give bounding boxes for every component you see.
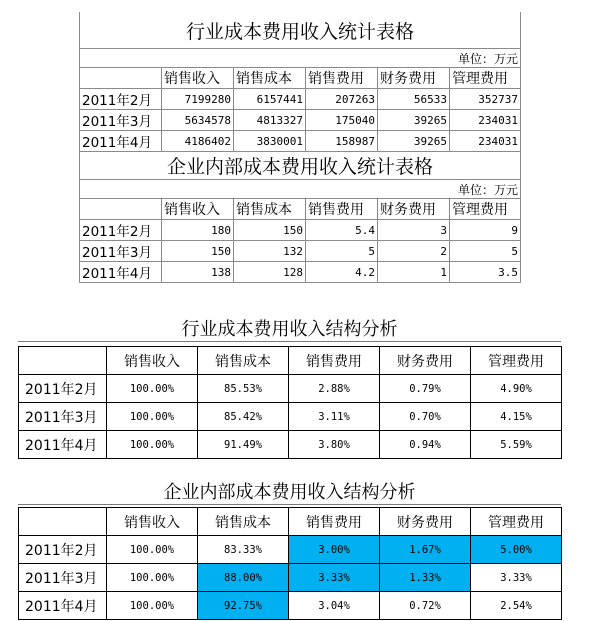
header-cell: 管理费用 (471, 347, 562, 375)
corner-cell (19, 508, 107, 536)
data-cell: 5634578 (162, 110, 234, 131)
data-cell: 352737 (450, 89, 521, 110)
table-row (80, 262, 521, 283)
header-cell: 销售收入 (162, 68, 234, 89)
row-label: 2011年2月 (80, 89, 162, 110)
row-label: 2011年2月 (19, 375, 107, 403)
highlighted-cell: 1.33% (380, 564, 471, 592)
data-cell: 3.80% (289, 431, 380, 459)
table-row (80, 241, 521, 262)
title-underline (18, 341, 561, 342)
data-cell: 100.00% (107, 536, 198, 564)
data-cell: 3 (378, 220, 450, 241)
data-cell: 3.33% (471, 564, 562, 592)
header-cell: 销售成本 (234, 199, 306, 220)
data-cell: 234031 (450, 131, 521, 152)
data-cell: 7199280 (162, 89, 234, 110)
table-row (19, 375, 562, 403)
data-cell: 83.33% (198, 536, 289, 564)
highlighted-cell: 3.00% (289, 536, 380, 564)
industry-stats-title: 行业成本费用收入统计表格 (80, 12, 521, 49)
header-cell: 销售收入 (107, 347, 198, 375)
row-label: 2011年4月 (19, 431, 107, 459)
header-cell: 销售费用 (289, 347, 380, 375)
data-cell: 39265 (378, 131, 450, 152)
header-cell: 财务费用 (378, 199, 450, 220)
highlighted-cell: 92.75% (198, 592, 289, 620)
data-cell: 1 (378, 262, 450, 283)
industry-analysis-title: 行业成本费用收入结构分析 (181, 319, 398, 340)
data-cell: 4186402 (162, 131, 234, 152)
table-row (80, 131, 521, 152)
data-cell: 3.5 (450, 262, 521, 283)
table-header-row (19, 508, 562, 536)
table-row (19, 431, 562, 459)
enterprise-analysis-table (18, 507, 562, 620)
data-cell: 0.79% (380, 375, 471, 403)
data-cell: 91.49% (198, 431, 289, 459)
data-cell: 0.70% (380, 403, 471, 431)
data-cell: 2.54% (471, 592, 562, 620)
data-cell: 3.04% (289, 592, 380, 620)
header-cell: 销售费用 (289, 508, 380, 536)
enterprise-stats-title: 企业内部成本费用收入统计表格 (80, 152, 521, 180)
header-cell: 销售成本 (198, 508, 289, 536)
table-row (19, 403, 562, 431)
industry-analysis-table (18, 346, 562, 459)
corner-cell (80, 68, 162, 89)
header-cell: 销售收入 (107, 508, 198, 536)
header-cell: 财务费用 (380, 347, 471, 375)
highlighted-cell: 3.33% (289, 564, 380, 592)
data-cell: 132 (234, 241, 306, 262)
data-cell: 5 (306, 241, 378, 262)
data-cell: 6157441 (234, 89, 306, 110)
data-cell: 2 (378, 241, 450, 262)
header-cell: 销售费用 (306, 68, 378, 89)
data-cell: 180 (162, 220, 234, 241)
data-cell: 128 (234, 262, 306, 283)
header-cell: 销售成本 (198, 347, 289, 375)
table-row (80, 220, 521, 241)
table-row (19, 564, 562, 592)
row-label: 2011年3月 (19, 564, 107, 592)
header-cell: 管理费用 (450, 68, 521, 89)
corner-cell (19, 347, 107, 375)
data-cell: 4813327 (234, 110, 306, 131)
highlighted-cell: 88.00% (198, 564, 289, 592)
highlighted-cell: 5.00% (471, 536, 562, 564)
header-cell: 管理费用 (471, 508, 562, 536)
header-cell: 管理费用 (450, 199, 521, 220)
corner-cell (80, 199, 162, 220)
row-label: 2011年3月 (80, 241, 162, 262)
header-cell: 财务费用 (380, 508, 471, 536)
data-cell: 0.72% (380, 592, 471, 620)
row-label: 2011年4月 (80, 262, 162, 283)
header-cell: 销售成本 (234, 68, 306, 89)
data-cell: 9 (450, 220, 521, 241)
enterprise-analysis-title: 企业内部成本费用收入结构分析 (163, 482, 416, 503)
data-cell: 56533 (378, 89, 450, 110)
table-row (19, 536, 562, 564)
data-cell: 4.15% (471, 403, 562, 431)
data-cell: 100.00% (107, 403, 198, 431)
data-cell: 5 (450, 241, 521, 262)
industry-unit-label: 单位：万元 (80, 49, 521, 68)
data-cell: 175040 (306, 110, 378, 131)
table-row (80, 110, 521, 131)
table-header-row (19, 347, 562, 375)
data-cell: 100.00% (107, 592, 198, 620)
data-cell: 100.00% (107, 375, 198, 403)
data-cell: 158987 (306, 131, 378, 152)
data-cell: 234031 (450, 110, 521, 131)
row-label: 2011年4月 (19, 592, 107, 620)
header-cell: 销售收入 (162, 199, 234, 220)
data-cell: 100.00% (107, 564, 198, 592)
data-cell: 150 (162, 241, 234, 262)
data-cell: 207263 (306, 89, 378, 110)
data-cell: 85.42% (198, 403, 289, 431)
data-cell: 4.90% (471, 375, 562, 403)
row-label: 2011年3月 (19, 403, 107, 431)
data-cell: 150 (234, 220, 306, 241)
row-label: 2011年2月 (80, 220, 162, 241)
data-cell: 85.53% (198, 375, 289, 403)
data-cell: 3.11% (289, 403, 380, 431)
data-cell: 39265 (378, 110, 450, 131)
industry-stats-table (79, 12, 521, 283)
table-header-row (80, 199, 521, 220)
data-cell: 3830001 (234, 131, 306, 152)
data-cell: 4.2 (306, 262, 378, 283)
table-row (80, 89, 521, 110)
row-label: 2011年3月 (80, 110, 162, 131)
data-cell: 5.59% (471, 431, 562, 459)
title-underline (18, 504, 561, 505)
highlighted-cell: 1.67% (380, 536, 471, 564)
data-cell: 0.94% (380, 431, 471, 459)
table-header-row (80, 68, 521, 89)
data-cell: 2.88% (289, 375, 380, 403)
enterprise-unit-label: 单位：万元 (80, 180, 521, 199)
row-label: 2011年2月 (19, 536, 107, 564)
header-cell: 销售费用 (306, 199, 378, 220)
header-cell: 财务费用 (378, 68, 450, 89)
table-row (19, 592, 562, 620)
data-cell: 100.00% (107, 431, 198, 459)
data-cell: 138 (162, 262, 234, 283)
row-label: 2011年4月 (80, 131, 162, 152)
data-cell: 5.4 (306, 220, 378, 241)
